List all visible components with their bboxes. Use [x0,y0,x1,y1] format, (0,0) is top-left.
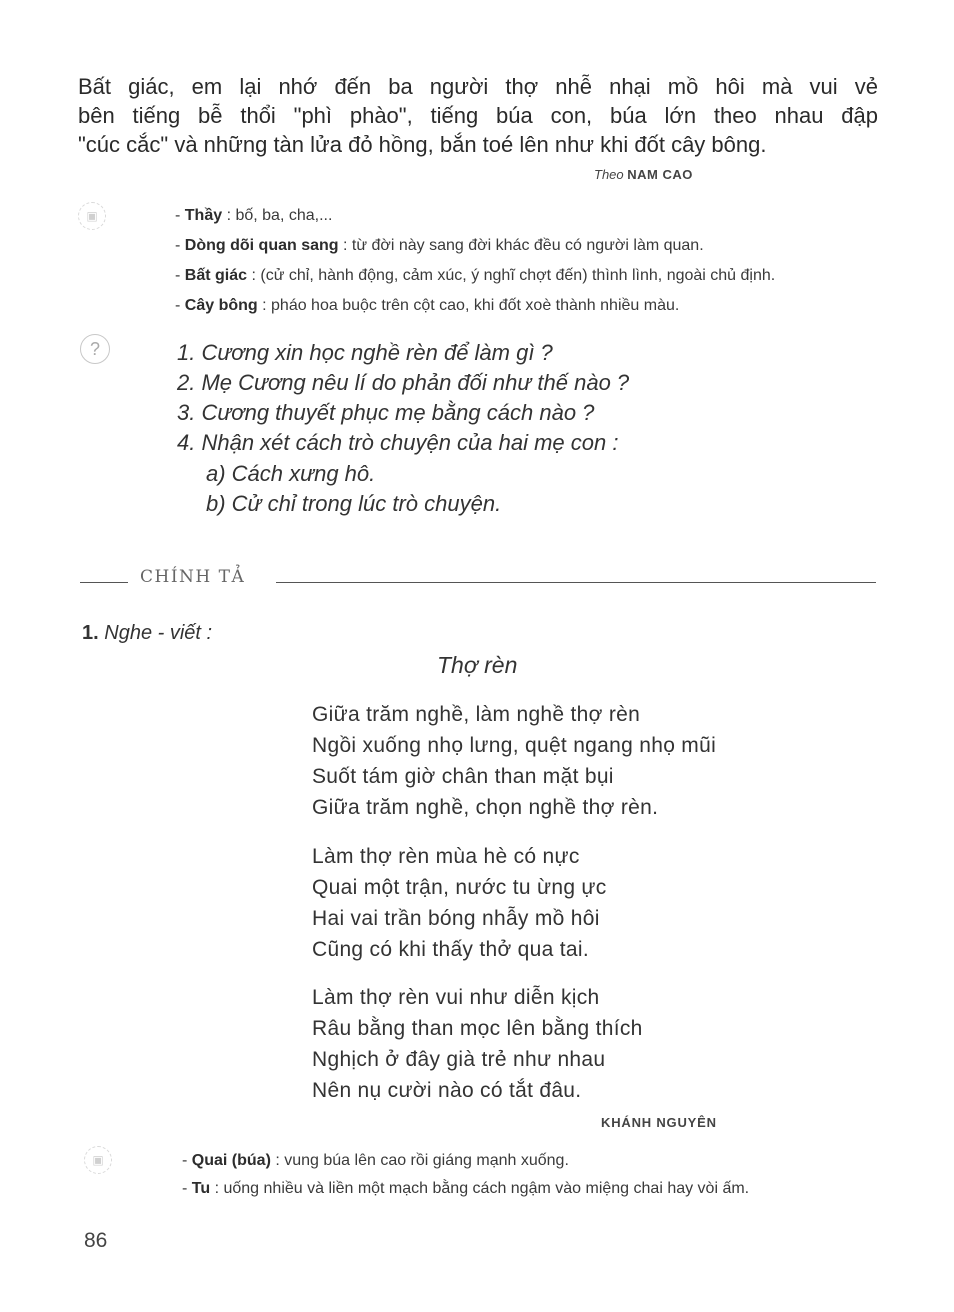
passage-source [594,167,693,182]
source-author: NAM CAO [627,167,693,182]
page-number: 86 [84,1229,108,1252]
poem-line: Làm thợ rèn mùa hè có nực [312,845,580,868]
question-subitem: b) Cử chỉ trong lúc trò chuyện. [206,491,502,516]
glossary-term: Tu [191,1180,211,1197]
glossary-definition: pháo hoa buộc trên cột cao, khi đốt xoè thành nhiều màu. [271,297,680,314]
source-prefix: Theo [594,167,624,182]
section-rule-left [80,582,128,583]
glossary-item: - Thầy : bố, ba, cha,... [175,207,333,224]
section-rule-right [276,582,876,583]
glossary-item: - Dòng dõi quan sang : từ đời này sang đời khác đều có người làm quan. [175,237,704,254]
glossary-item: - Cây bông : pháo hoa buộc trên cột cao, khi đốt xoè thành nhiều màu. [175,297,680,314]
glossary-term: Thầy [184,207,223,224]
glossary-book-icon: ▣ [84,1146,112,1174]
question-subitem: a) Cách xưng hô. [206,461,376,486]
exercise-label: Nghe - viết : [104,622,213,644]
question-item: 1. Cương xin học nghề rèn để làm gì ? [177,340,553,365]
poem-title: Thợ rèn [437,652,518,678]
glossary-definition: (cử chỉ, hành động, cảm xúc, ý nghĩ chợt đến) thình lình, ngoài chủ định. [260,267,776,284]
glossary-book-icon: ▣ [78,202,106,230]
glossary-definition: bố, ba, cha,... [235,207,333,224]
poem-line: Ngồi xuống nhọ lưng, quệt ngang nhọ mũi [312,734,717,757]
poem-line: Quai một trận, nước tu ừng ực [312,876,607,899]
glossary-item: - Bất giác : (cử chỉ, hành động, cảm xúc, ý nghĩ chợt đến) thình lình, ngoài chủ định. [175,267,776,284]
poem-line: Hai vai trần bóng nhẫy mồ hôi [312,907,600,930]
exercise-number: 1. [82,622,99,644]
poem-line: Nên nụ cười nào có tắt đâu. [312,1079,582,1102]
poem-line: Suốt tám giờ chân than mặt bụi [312,765,614,788]
section-title: CHÍNH TẢ [140,567,246,587]
glossary-term: Quai (búa) [191,1152,271,1169]
poem-line: Giữa trăm nghề, làm nghề thợ rèn [312,703,641,726]
exercise-heading [82,622,212,645]
glossary-item: - Quai (búa) : vung búa lên cao rồi giáng mạnh xuống. [182,1152,569,1169]
question-item: 4. Nhận xét cách trò chuyện của hai mẹ con : [177,430,619,455]
glossary-term: Cây bông [184,297,258,314]
poem-line: Cũng có khi thấy thở qua tai. [312,938,589,961]
poem-author: KHÁNH NGUYÊN [601,1115,717,1130]
poem-line: Râu bằng than mọc lên bằng thích [312,1017,643,1040]
passage-line: Bất giác, em lại nhớ đến ba người thợ nhễ nhại mồ hôi mà vui vẻ [78,74,878,99]
poem-line: Giữa trăm nghề, chọn nghề thợ rèn. [312,796,659,819]
question-mark-icon: ? [80,334,110,364]
glossary-definition: từ đời này sang đời khác đều có người làm quan. [351,237,704,254]
passage-paragraph [78,72,878,159]
glossary-definition: uống nhiều và liền một mạch bằng cách ngậm vào miệng chai hay vòi ấm. [223,1180,750,1197]
passage-line: "cúc cắc" và những tàn lửa đỏ hồng, bắn toé lên như khi đốt cây bông. [78,132,767,157]
glossary-definition: vung búa lên cao rồi giáng mạnh xuống. [284,1152,569,1169]
question-item: 3. Cương thuyết phục mẹ bằng cách nào ? [177,400,595,425]
poem-line: Làm thợ rèn vui như diễn kịch [312,986,600,1009]
glossary-term: Dòng dõi quan sang [184,237,339,254]
glossary-term: Bất giác [184,267,248,284]
poem-line: Nghịch ở đây già trẻ như nhau [312,1048,606,1071]
passage-line: bên tiếng bễ thổi "phì phào", tiếng búa con, búa lớn theo nhau đập [78,103,878,128]
glossary-item: - Tu : uống nhiều và liền một mạch bằng cách ngậm vào miệng chai hay vòi ấm. [182,1180,750,1197]
question-item: 2. Mẹ Cương nêu lí do phản đối như thế nào ? [177,370,630,395]
